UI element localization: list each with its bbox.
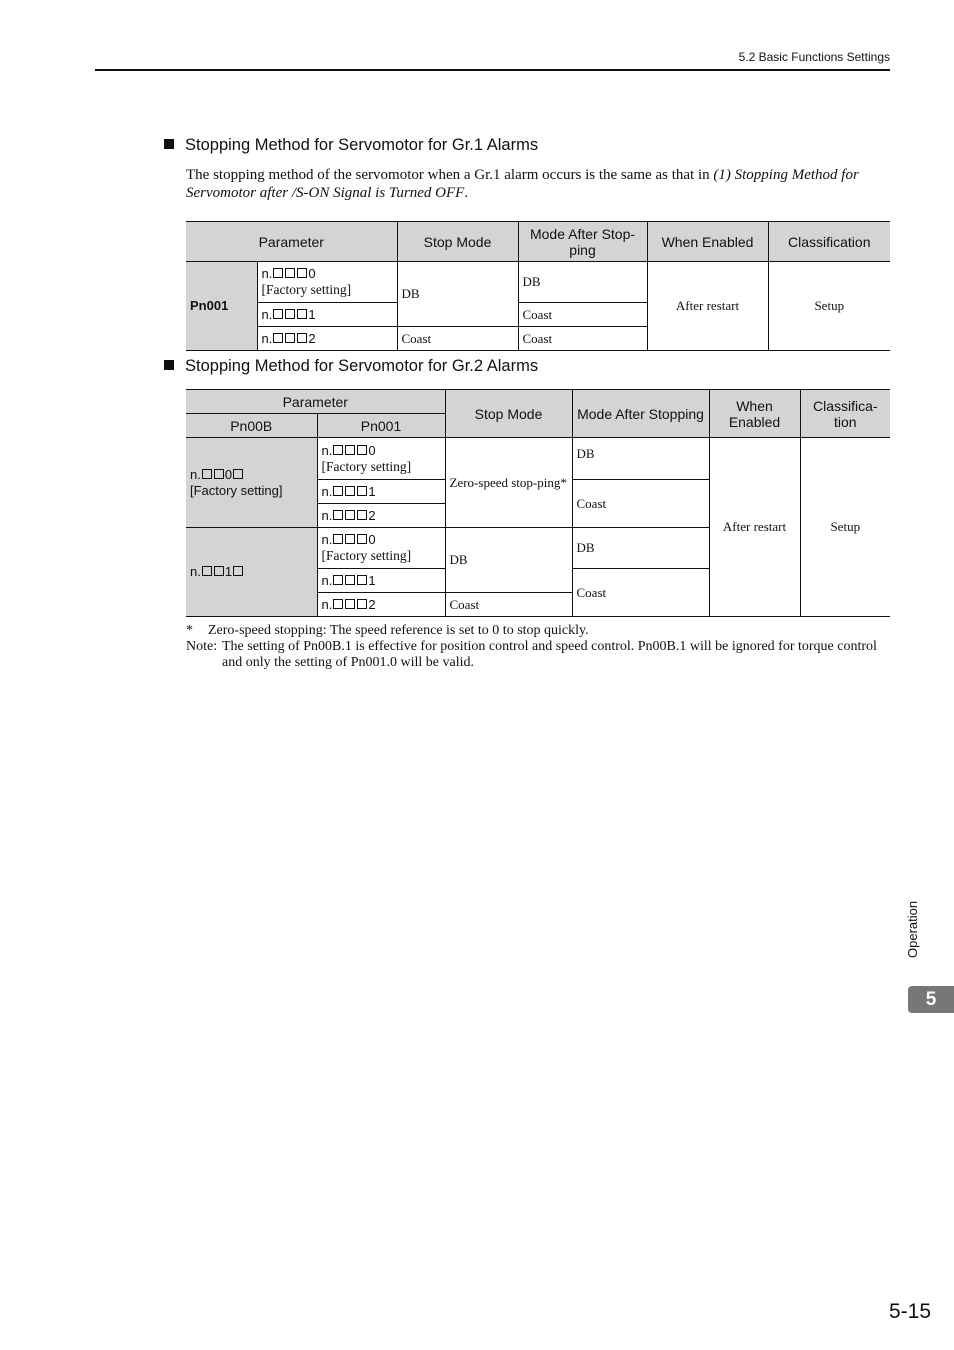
digit-box-icon [233, 566, 243, 576]
section-title-gr2 [164, 357, 538, 376]
paragraph-end: . [464, 185, 469, 201]
header-when-enabled: When Enabled [709, 390, 800, 438]
running-header: 5.2 Basic Functions Settings [738, 50, 890, 64]
digit-box-icon [357, 599, 367, 609]
stop-mode-coast: Coast [397, 327, 518, 351]
digit-box-icon [233, 469, 243, 479]
square-bullet-icon [164, 360, 174, 370]
digit-box-icon [273, 333, 283, 343]
footnote-mark: * [186, 623, 193, 638]
param-value-row3: n. 2 [257, 327, 397, 351]
digit-box-icon [345, 599, 355, 609]
digit-box-icon [357, 510, 367, 520]
factory-setting-note: [Factory setting] [321, 548, 412, 563]
header-classification: Classifica-tion [800, 390, 890, 438]
header-pn001: Pn001 [317, 414, 445, 438]
digit-box-icon [273, 309, 283, 319]
pn00b-group-1: n. 0 [Factory setting] [186, 438, 317, 528]
header-stop-mode: Stop Mode [397, 222, 518, 262]
digit-box-icon [285, 268, 295, 278]
digit-box-icon [297, 268, 307, 278]
header-parameter: Parameter [186, 390, 445, 414]
header-mode-after-stopping: Mode After Stopping [572, 390, 709, 438]
factory-setting-note: [Factory setting] [261, 282, 352, 297]
digit-box-icon [345, 445, 355, 455]
footnote [186, 623, 891, 639]
stop-mode-coast: Coast [445, 593, 572, 617]
header-pn00b: Pn00B [186, 414, 317, 438]
pn001-value-row4: n. 0 [Factory setting] [317, 528, 445, 569]
digit-box-icon [297, 333, 307, 343]
stop-mode-db: DB [445, 528, 572, 593]
digit-box-icon [345, 575, 355, 585]
mode-after-db-2: DB [572, 528, 709, 569]
section-gr1-paragraph [186, 166, 891, 202]
digit-box-icon [202, 566, 212, 576]
mode-after-coast-1: Coast [572, 480, 709, 528]
digit-box-icon [214, 469, 224, 479]
digit-box-icon [333, 445, 343, 455]
header-mode-after-stopping: Mode After Stop-ping [518, 222, 647, 262]
param-value-row2: n. 1 [257, 303, 397, 327]
when-enabled-value: After restart [709, 438, 800, 617]
pn001-value-row1: n. 0 [Factory setting] [317, 438, 445, 480]
digit-box-icon [333, 486, 343, 496]
section-title-gr1-text: Stopping Method for Servomotor for Gr.1 Alarms [185, 136, 539, 154]
paragraph-italic-reference: (1) Stopping Method for Servomotor after /S-ON Signal is Turned OFF [186, 167, 859, 201]
pn001-value-row6: n. 2 [317, 593, 445, 617]
section-title-gr2-text: Stopping Method for Servomotor for Gr.2 Alarms [185, 357, 539, 375]
header-parameter: Parameter [186, 222, 397, 262]
mode-after-coast-2: Coast [518, 327, 647, 351]
footnote-text: Zero-speed stopping: The speed reference is set to 0 to stop quickly. [208, 623, 589, 638]
pn001-value-row5: n. 1 [317, 569, 445, 593]
note-text: The setting of Pn00B.1 is effective for position control and speed control. Pn00B.1 will be ignored for torque control and only the setting of Pn001.0 will be valid. [222, 639, 877, 670]
digit-box-icon [357, 575, 367, 585]
header-stop-mode: Stop Mode [445, 390, 572, 438]
page-number: 5-15 [888, 1300, 931, 1323]
digit-box-icon [333, 534, 343, 544]
digit-box-icon [357, 534, 367, 544]
classification-value: Setup [768, 262, 890, 351]
stop-mode-zero-speed: Zero-speed stop-ping* [445, 438, 572, 528]
digit-box-icon [273, 268, 283, 278]
digit-box-icon [357, 486, 367, 496]
square-bullet-icon [164, 139, 174, 149]
digit-box-icon [297, 309, 307, 319]
note [186, 639, 891, 671]
digit-box-icon [357, 445, 367, 455]
digit-box-icon [333, 599, 343, 609]
paragraph-plain: The stopping method of the servomotor when a Gr.1 alarm occurs is the same as that in [186, 167, 714, 183]
header-classification: Classification [768, 222, 890, 262]
note-label: Note: [186, 639, 218, 654]
digit-box-icon [333, 510, 343, 520]
param-pn001: Pn001 [186, 262, 257, 351]
section-title-gr1 [164, 136, 538, 155]
chapter-tab: 5 [908, 986, 954, 1013]
mode-after-coast-2: Coast [572, 569, 709, 617]
digit-box-icon [345, 510, 355, 520]
mode-after-db-1: DB [572, 438, 709, 480]
pn00b-group-2: n. 1 [186, 528, 317, 617]
digit-box-icon [285, 309, 295, 319]
stop-mode-db: DB [397, 262, 518, 327]
header-when-enabled: When Enabled [647, 222, 768, 262]
digit-box-icon [285, 333, 295, 343]
classification-value: Setup [800, 438, 890, 617]
pn001-value-row3: n. 2 [317, 504, 445, 528]
gr1-stopping-table [186, 221, 890, 351]
factory-setting-note: [Factory setting] [321, 458, 412, 474]
header-rule [95, 69, 890, 71]
digit-box-icon [345, 486, 355, 496]
chapter-side-label: Operation [905, 900, 920, 958]
digit-box-icon [202, 469, 212, 479]
digit-box-icon [333, 575, 343, 585]
digit-box-icon [345, 534, 355, 544]
digit-box-icon [214, 566, 224, 576]
gr2-stopping-table [186, 389, 890, 617]
when-enabled-value: After restart [647, 262, 768, 351]
factory-setting-note: [Factory setting] [190, 482, 283, 498]
mode-after-db: DB [518, 262, 647, 303]
pn001-value-row2: n. 1 [317, 480, 445, 504]
table-notes [186, 623, 891, 671]
mode-after-coast-1: Coast [518, 303, 647, 327]
param-value-row1: n. 0 [Factory setting] [257, 262, 397, 303]
